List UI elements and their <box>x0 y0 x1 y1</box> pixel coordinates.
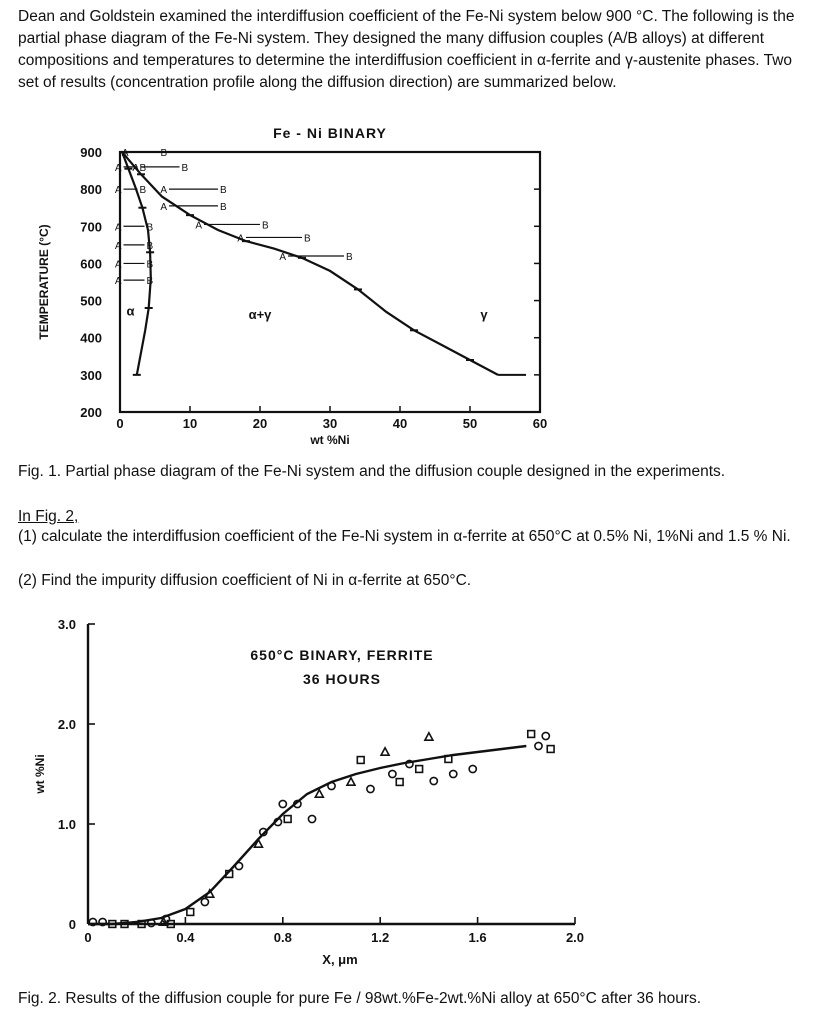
couple-label-a: A <box>160 201 167 213</box>
x-tick-label: 10 <box>182 416 198 431</box>
question-2: (2) Find the impurity diffusion coefficient of Ni in α-ferrite at 650°C. <box>18 572 472 589</box>
data-point-circle <box>367 785 374 792</box>
chart-title: Fe - Ni BINARY <box>273 125 387 141</box>
x-tick-label: 30 <box>322 416 338 431</box>
couple-label-b: B <box>139 185 147 197</box>
couple-label-b: B <box>146 240 154 252</box>
couple-label-b: B <box>160 148 168 159</box>
y-tick-label: 500 <box>80 293 102 309</box>
data-point-triangle <box>381 748 389 755</box>
region-label-alpha: α <box>126 303 135 319</box>
x-tick-label: 60 <box>532 416 548 431</box>
data-point-circle <box>328 782 335 789</box>
couple-label-b: B <box>346 252 353 263</box>
couple-label-b: B <box>262 220 269 232</box>
fig1-caption: Fig. 1. Partial phase diagram of the Fe-Ni system and the diffusion couple designed in the experiments. <box>18 463 726 480</box>
data-point-triangle <box>425 733 433 740</box>
y-tick-label: 700 <box>80 219 102 235</box>
y-tick-label: 800 <box>80 182 102 198</box>
plot-frame <box>120 152 540 412</box>
data-point-square <box>416 766 423 773</box>
y-tick-label: 400 <box>80 330 102 346</box>
fig2-caption: Fig. 2. Results of the diffusion couple for pure Fe / 98wt.%Fe-2wt.%Ni alloy at 650°C after 36 hours. <box>18 990 702 1007</box>
x-tick-label: 0.8 <box>273 930 292 945</box>
gamma-boundary-line <box>122 152 498 375</box>
data-point-square <box>528 731 535 738</box>
x-axis-label: wt %Ni <box>310 433 350 447</box>
data-point-square <box>357 757 364 764</box>
x-tick-label: 0 <box>116 416 124 431</box>
couple-label-a: A <box>237 233 244 245</box>
y-tick-label: 1.0 <box>57 817 76 832</box>
region-label-alpha-gamma: α+γ <box>248 307 272 323</box>
data-point-circle <box>542 732 549 739</box>
x-tick-label: 1.6 <box>468 930 487 945</box>
data-point-triangle <box>347 778 355 785</box>
y-tick-label: 2.0 <box>57 717 76 732</box>
data-point-circle <box>308 815 315 822</box>
couple-label-b: B <box>146 222 154 234</box>
couple-label-b: B <box>146 259 154 271</box>
intro-paragraph: Dean and Goldstein examined the interdiffusion coefficient of the Fe-Ni system below 900 °C. The following is the partial phase diagram of the Fe-Ni system. They designed the many diffusion couples (A/B alloys) at different compositions and temperatures to determine the interdiffusion coefficient in α-ferrite and γ-austenite phases. Two set of results (concentration profile along the diffusion direction) are summarized below. <box>18 8 795 91</box>
couple-label-b: B <box>146 276 154 288</box>
couple-label-a: A <box>114 222 122 234</box>
couple-label-a: A <box>114 240 122 252</box>
data-point-circle <box>201 898 208 905</box>
couple-label-a: A <box>114 162 122 174</box>
y-tick-label: 0 <box>68 917 76 932</box>
couple-label-a: A <box>132 162 139 174</box>
x-tick-label: 40 <box>392 416 408 431</box>
y-tick-label: 600 <box>80 256 102 272</box>
data-point-triangle <box>315 790 323 797</box>
data-point-square <box>187 909 194 916</box>
y-tick-label: 200 <box>80 405 102 420</box>
couple-label-b: B <box>220 201 227 213</box>
region-label-gamma: γ <box>480 307 488 323</box>
couple-label-a: A <box>195 220 202 232</box>
y-tick-label: 3.0 <box>57 617 76 632</box>
data-point-circle <box>235 862 242 869</box>
data-point-circle <box>450 770 457 777</box>
question-heading: In Fig. 2, <box>18 508 79 525</box>
couple-label-a: A <box>114 185 122 197</box>
data-point-circle <box>430 777 437 784</box>
x-tick-label: 0.4 <box>176 930 195 945</box>
x-tick-label: 0 <box>84 930 92 945</box>
x-tick-label: 50 <box>462 416 478 431</box>
phase-diagram-figure <box>30 122 590 458</box>
data-point-circle <box>535 742 542 749</box>
data-point-triangle <box>206 890 214 897</box>
couple-label-b: B <box>181 162 189 174</box>
y-tick-label: 300 <box>80 367 102 383</box>
data-point-circle <box>279 800 286 807</box>
couple-label-b: B <box>220 185 227 197</box>
diffusion-profile-figure <box>30 612 600 980</box>
question-1: (1) calculate the interdiffusion coefficient of the Fe-Ni system in α-ferrite at 650°C at 0.5% Ni, 1%Ni and 1.5 % Ni. <box>18 528 791 545</box>
couple-label-a: A <box>114 259 122 271</box>
couple-label-b: B <box>304 233 311 245</box>
x-tick-label: 1.2 <box>371 930 390 945</box>
couple-label-a: A <box>121 148 129 159</box>
couple-label-a: A <box>114 276 122 288</box>
couple-label-a: A <box>160 185 167 197</box>
chart-subtitle: 36 HOURS <box>302 671 382 687</box>
fit-curve <box>88 746 526 924</box>
data-point-circle <box>389 770 396 777</box>
data-point-square <box>396 779 403 786</box>
couple-label-b: B <box>139 162 147 174</box>
data-point-square <box>284 816 291 823</box>
x-axis-label: X, μm <box>322 952 358 967</box>
data-point-circle <box>469 765 476 772</box>
chart-title: 650°C BINARY, FERRITE <box>250 647 434 663</box>
x-tick-label: 20 <box>252 416 268 431</box>
data-point-square <box>547 746 554 753</box>
x-tick-label: 2.0 <box>565 930 585 945</box>
y-axis-label: TEMPERATURE (°C) <box>37 224 51 340</box>
y-tick-label: 900 <box>80 145 102 160</box>
y-axis-label: wt %Ni <box>33 754 47 794</box>
couple-label-a: A <box>279 252 286 263</box>
